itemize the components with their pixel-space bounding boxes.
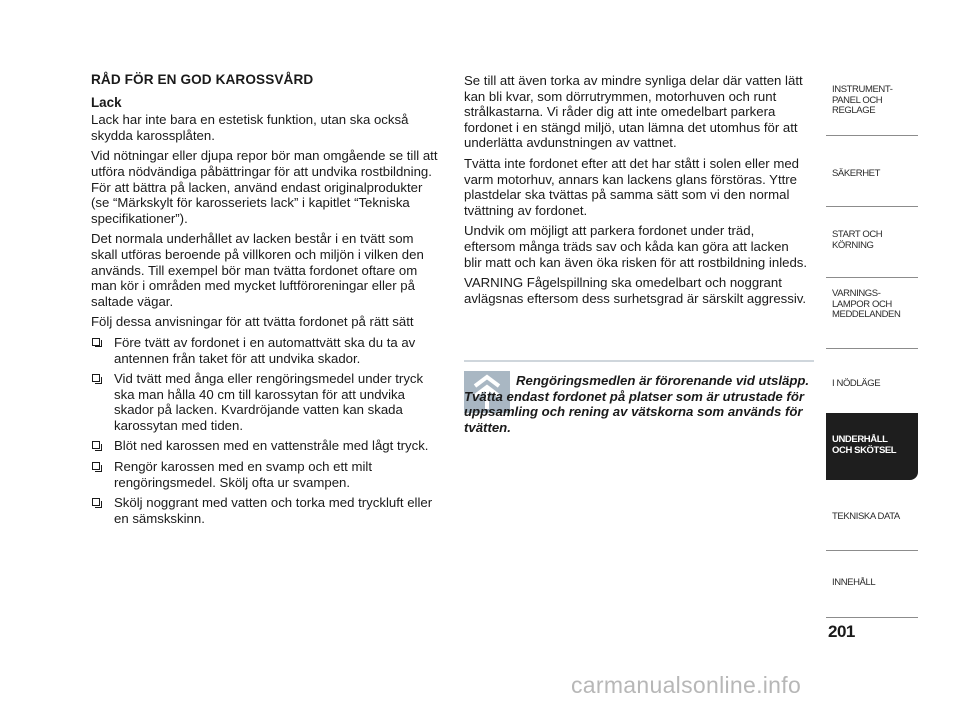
tab-label: INNEHÅLL: [832, 577, 876, 588]
tab-instrumentpanel[interactable]: [826, 70, 918, 136]
paragraph: Vid nötningar eller djupa repor bör man omgående se till att utföra nödvändiga påbättringar för att undvika rostbildning. För att bättra på lacken, använd endast originalprodukter (se “Märkskylt för karosseriets lack” i kapitlet “Tekniska specifikationer”).: [91, 148, 438, 226]
tab-label: VARNINGS- LAMPOR OCH MEDDELANDEN: [832, 288, 901, 320]
paragraph: Lack har inte bara en estetisk funktion, utan ska också skydda karossplåten.: [91, 112, 409, 143]
section-heading: RÅD FÖR EN GOD KAROSSVÅRD: [91, 72, 314, 87]
warning-paragraph: VARNING Fågelspillning ska omedelbart och noggrant avlägsnas eftersom dess surhetsgrad är särskilt aggressiv.: [464, 275, 807, 306]
list-item: [91, 459, 438, 490]
page-number: 201: [828, 622, 855, 641]
tab-divider: [826, 206, 918, 207]
tab-tekniska-data[interactable]: [826, 481, 918, 551]
checkbox-bullet-icon: [92, 374, 100, 382]
list-item: [91, 495, 438, 526]
tab-varningslampor[interactable]: [826, 279, 918, 349]
tab-divider: [826, 348, 918, 349]
list-item-text: Vid tvätt med ånga eller rengöringsmedel under tryck ska man hålla 40 cm till karossytan för att undvika skador på lacken. Kvardröjande vatten kan skada karossytan med tiden.: [114, 371, 424, 433]
paragraph: Undvik om möjligt att parkera fordonet under träd, eftersom många träds sav och kåda kan göra att lacken blir matt och kan även öka risken för att rostbildning inleds.: [464, 223, 808, 270]
watermark: carmanualsonline.info: [571, 672, 802, 698]
list-item-text: Före tvätt av fordonet i en automattvätt ska du ta av antennen från taket för att undvika skador.: [114, 334, 416, 366]
list-item: [91, 335, 438, 366]
list-item-text: Skölj noggrant med vatten och torka med tryckluft eller en sämskskinn.: [114, 495, 433, 526]
tab-nodlage[interactable]: [826, 350, 918, 420]
tab-underhall-skotsel[interactable]: [826, 413, 918, 480]
paragraph: Tvätta inte fordonet efter att det har stått i solen eller med varm motorhuv, annars kan lackens glans förstöras. Yttre plastdelar ska tvättas på samma sätt som vi den normal tvättning av fordonet.: [464, 155, 799, 218]
list-item: [91, 371, 438, 433]
tab-label: START OCH KÖRNING: [832, 229, 883, 251]
right-column: [464, 73, 809, 311]
tab-label: TEKNISKA DATA: [832, 511, 900, 522]
tab-label: UNDERHÅLL OCH SKÖTSEL: [832, 434, 897, 456]
tab-start-korning[interactable]: [826, 208, 918, 278]
tab-label: SÄKERHET: [832, 168, 881, 179]
subheading-lack: Lack: [91, 94, 122, 110]
left-column: [91, 72, 438, 531]
tab-divider: [826, 550, 918, 551]
tab-innehall[interactable]: [826, 552, 918, 618]
checkbox-bullet-icon: [92, 441, 100, 449]
paragraph: Det normala underhållet av lacken består i en tvätt som skall utföras beroende på villkoren och miljön i vilken den används. Till exempel bör man tvätta fordonet oftare om man kör i områden med mycket luftföroreningar eller på saltade vägar.: [91, 231, 424, 309]
environment-note: Rengöringsmedlen är förorenande vid utsläpp. Tvätta endast fordonet på platser som är utrustade för uppsamling och rening av vätskorna som används för tvätten.: [464, 373, 810, 435]
tab-label: INSTRUMENT- PANEL OCH REGLAGE: [832, 84, 893, 116]
tab-divider: [826, 277, 918, 278]
divider: [464, 360, 814, 362]
checkbox-bullet-icon: [92, 462, 100, 470]
paragraph: Följ dessa anvisningar för att tvätta fordonet på rätt sätt: [91, 314, 414, 330]
list-item-text: Blöt ned karossen med en vattenstråle med lågt tryck.: [114, 438, 429, 454]
paragraph: Se till att även torka av mindre synliga delar där vatten lätt kan bli kvar, som dörrutrymmen, motorhuven och runt strålkastarna. Vi råder dig att inte omedelbart parkera fordonet i en stängd miljö, utan lämna det utomhus för att underlätta avdunstningen av vattnet.: [464, 73, 803, 151]
checkbox-bullet-icon: [92, 338, 100, 346]
tab-divider: [826, 617, 918, 618]
instruction-list: [91, 335, 438, 527]
tab-label: I NÖDLÄGE: [832, 378, 881, 389]
checkbox-bullet-icon: [92, 498, 100, 506]
tab-sakerhet[interactable]: [826, 137, 918, 207]
list-item: [91, 438, 438, 454]
list-item-text: Rengör karossen med en svamp och ett milt rengöringsmedel. Skölj ofta ur svampen.: [114, 459, 373, 490]
tab-divider: [826, 135, 918, 136]
